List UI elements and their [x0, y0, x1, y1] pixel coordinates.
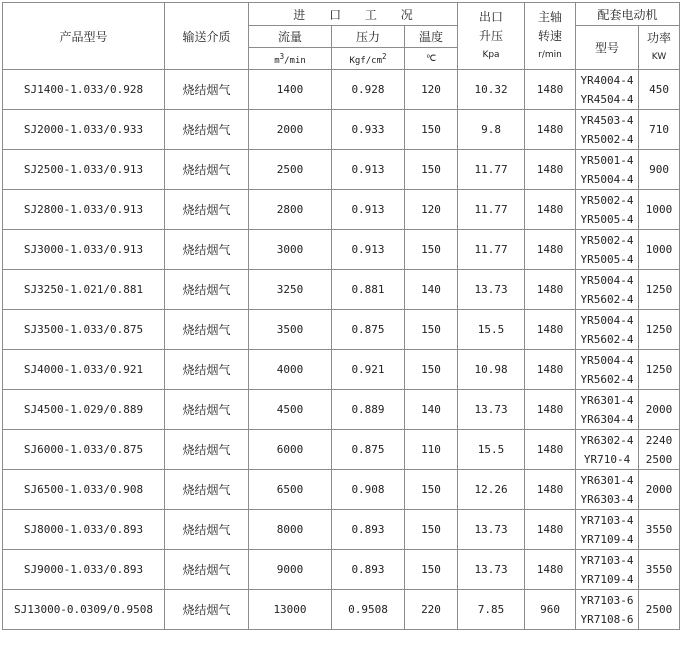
header-power-line1: 功率 — [647, 30, 672, 45]
cell-model: SJ2800-1.033/0.913 — [3, 190, 165, 230]
cell-motor-model — [576, 550, 639, 590]
cell-medium: 烧结烟气 — [165, 270, 249, 310]
cell-flow: 6500 — [249, 470, 332, 510]
cell-motor-model-2: YR5602-4 — [580, 332, 634, 346]
cell-model: SJ3250-1.021/0.881 — [3, 270, 165, 310]
cell-power-1: 2000 — [645, 483, 673, 496]
cell-medium: 烧结烟气 — [165, 590, 249, 630]
cell-power — [639, 70, 680, 110]
cell-model: SJ2500-1.033/0.913 — [3, 150, 165, 190]
cell-medium: 烧结烟气 — [165, 510, 249, 550]
cell-motor-model-2: YR4504-4 — [580, 92, 634, 106]
cell-temperature: 150 — [405, 350, 458, 390]
header-motor-model: 型号 — [576, 26, 639, 70]
cell-motor-model-2: YR7108-6 — [580, 612, 634, 626]
cell-power-1: 3550 — [645, 523, 673, 536]
cell-motor-model-1: YR4004-4 — [580, 73, 634, 87]
cell-motor-model-1: YR5004-4 — [580, 273, 634, 287]
cell-power-1: 2500 — [645, 603, 673, 616]
cell-power — [639, 110, 680, 150]
cell-model: SJ2000-1.033/0.933 — [3, 110, 165, 150]
cell-pressure: 0.875 — [332, 310, 405, 350]
spec-table-wrapper — [2, 2, 680, 630]
cell-shaft-speed: 1480 — [525, 190, 576, 230]
cell-pressure: 0.908 — [332, 470, 405, 510]
cell-outlet-pressure: 11.77 — [458, 150, 525, 190]
cell-motor-model — [576, 430, 639, 470]
cell-power-1: 710 — [649, 123, 669, 136]
cell-outlet-pressure: 7.85 — [458, 590, 525, 630]
header-outlet-line1: 出口 — [479, 9, 504, 24]
header-flow: 流量 — [249, 26, 332, 48]
cell-power — [639, 430, 680, 470]
cell-temperature: 120 — [405, 190, 458, 230]
cell-medium: 烧结烟气 — [165, 190, 249, 230]
cell-flow: 3250 — [249, 270, 332, 310]
cell-flow: 2500 — [249, 150, 332, 190]
cell-power — [639, 590, 680, 630]
table-row — [3, 390, 680, 430]
cell-motor-model-1: YR6301-4 — [580, 393, 634, 407]
cell-pressure: 0.889 — [332, 390, 405, 430]
header-shaft — [525, 3, 576, 70]
cell-motor-model-1: YR7103-4 — [580, 513, 634, 527]
pressure-unit-pre: Kgf/cm — [349, 55, 382, 66]
table-row — [3, 350, 680, 390]
table-row — [3, 110, 680, 150]
cell-motor-model-1: YR5001-4 — [580, 153, 634, 167]
cell-power-1: 1000 — [645, 203, 673, 216]
header-pressure: 压力 — [332, 26, 405, 48]
cell-motor-model-1: YR4503-4 — [580, 113, 634, 127]
cell-medium: 烧结烟气 — [165, 350, 249, 390]
cell-power — [639, 470, 680, 510]
table-row — [3, 510, 680, 550]
cell-pressure: 0.928 — [332, 70, 405, 110]
cell-outlet-pressure: 11.77 — [458, 230, 525, 270]
cell-motor-model-1: YR5002-4 — [580, 193, 634, 207]
table-row — [3, 470, 680, 510]
cell-motor-model-2: YR5005-4 — [580, 212, 634, 226]
cell-flow: 4000 — [249, 350, 332, 390]
header-power-unit: KW — [651, 51, 667, 62]
table-row — [3, 190, 680, 230]
cell-shaft-speed: 1480 — [525, 510, 576, 550]
header-inlet-text: 进 口 工 况 — [293, 7, 423, 22]
cell-temperature: 140 — [405, 390, 458, 430]
cell-shaft-speed: 1480 — [525, 230, 576, 270]
cell-pressure: 0.913 — [332, 150, 405, 190]
header-shaft-line1: 主轴 — [538, 9, 563, 24]
cell-motor-model-1: YR7103-4 — [580, 553, 634, 567]
cell-motor-model-1: YR5004-4 — [580, 353, 634, 367]
cell-temperature: 140 — [405, 270, 458, 310]
cell-medium: 烧结烟气 — [165, 310, 249, 350]
cell-motor-model-2: YR5602-4 — [580, 372, 634, 386]
table-row — [3, 550, 680, 590]
cell-flow: 2000 — [249, 110, 332, 150]
cell-motor-model-2: YR5002-4 — [580, 132, 634, 146]
cell-outlet-pressure: 9.8 — [458, 110, 525, 150]
cell-motor-model — [576, 590, 639, 630]
cell-motor-model — [576, 230, 639, 270]
cell-flow: 6000 — [249, 430, 332, 470]
cell-power — [639, 270, 680, 310]
cell-temperature: 150 — [405, 230, 458, 270]
table-row — [3, 270, 680, 310]
cell-temperature: 150 — [405, 310, 458, 350]
cell-pressure: 0.913 — [332, 190, 405, 230]
cell-model: SJ4000-1.033/0.921 — [3, 350, 165, 390]
cell-medium: 烧结烟气 — [165, 430, 249, 470]
cell-motor-model-1: YR6302-4 — [580, 433, 634, 447]
header-inlet — [249, 3, 458, 26]
cell-model: SJ8000-1.033/0.893 — [3, 510, 165, 550]
cell-power — [639, 190, 680, 230]
cell-motor-model — [576, 110, 639, 150]
cell-power — [639, 390, 680, 430]
cell-model: SJ3500-1.033/0.875 — [3, 310, 165, 350]
cell-power-1: 1250 — [645, 323, 673, 336]
header-outlet-unit: Kpa — [482, 49, 500, 60]
fan-spec-table — [2, 2, 680, 630]
cell-motor-model-2: YR6304-4 — [580, 412, 634, 426]
cell-outlet-pressure: 11.77 — [458, 190, 525, 230]
cell-model: SJ3000-1.033/0.913 — [3, 230, 165, 270]
cell-motor-model — [576, 150, 639, 190]
cell-motor-model-1: YR5004-4 — [580, 313, 634, 327]
cell-pressure: 0.9508 — [332, 590, 405, 630]
cell-temperature: 150 — [405, 470, 458, 510]
cell-model: SJ4500-1.029/0.889 — [3, 390, 165, 430]
header-motor: 配套电动机 — [576, 3, 680, 26]
cell-outlet-pressure: 15.5 — [458, 310, 525, 350]
cell-motor-model — [576, 310, 639, 350]
cell-power-1: 1250 — [645, 283, 673, 296]
cell-model: SJ13000-0.0309/0.9508 — [3, 590, 165, 630]
cell-motor-model-1: YR7103-6 — [580, 593, 634, 607]
cell-motor-model — [576, 350, 639, 390]
cell-flow: 8000 — [249, 510, 332, 550]
cell-power-1: 1250 — [645, 363, 673, 376]
cell-shaft-speed: 1480 — [525, 390, 576, 430]
cell-outlet-pressure: 13.73 — [458, 550, 525, 590]
cell-power — [639, 230, 680, 270]
cell-power-2: 2500 — [645, 452, 673, 466]
cell-temperature: 220 — [405, 590, 458, 630]
flow-unit-sup: 3 — [279, 51, 285, 61]
cell-pressure: 0.893 — [332, 550, 405, 590]
cell-shaft-speed: 1480 — [525, 270, 576, 310]
flow-unit-pre: m — [274, 55, 280, 66]
cell-medium: 烧结烟气 — [165, 470, 249, 510]
pressure-unit-sup: 2 — [382, 51, 387, 61]
cell-outlet-pressure: 15.5 — [458, 430, 525, 470]
cell-motor-model-2: YR7109-4 — [580, 572, 634, 586]
cell-power — [639, 510, 680, 550]
cell-flow: 3500 — [249, 310, 332, 350]
cell-power-1: 2240 — [645, 433, 673, 447]
flow-unit-post: /min — [284, 55, 306, 66]
cell-motor-model-2: YR710-4 — [583, 452, 631, 466]
header-row-1 — [3, 3, 680, 26]
cell-motor-model-2: YR6303-4 — [580, 492, 634, 506]
cell-shaft-speed: 1480 — [525, 310, 576, 350]
cell-motor-model — [576, 270, 639, 310]
cell-temperature: 150 — [405, 510, 458, 550]
cell-motor-model-2: YR5602-4 — [580, 292, 634, 306]
cell-outlet-pressure: 13.73 — [458, 510, 525, 550]
cell-power-1: 900 — [649, 163, 669, 176]
header-temperature: 温度 — [405, 26, 458, 48]
table-row — [3, 590, 680, 630]
cell-temperature: 150 — [405, 550, 458, 590]
cell-motor-model-2: YR7109-4 — [580, 532, 634, 546]
table-row — [3, 310, 680, 350]
cell-model: SJ6500-1.033/0.908 — [3, 470, 165, 510]
cell-pressure: 0.921 — [332, 350, 405, 390]
cell-motor-model-1: YR5002-4 — [580, 233, 634, 247]
cell-shaft-speed: 1480 — [525, 550, 576, 590]
table-body — [3, 70, 680, 630]
cell-power — [639, 350, 680, 390]
cell-power-1: 2000 — [645, 403, 673, 416]
cell-temperature: 110 — [405, 430, 458, 470]
header-shaft-unit: r/min — [538, 49, 562, 60]
cell-pressure: 0.893 — [332, 510, 405, 550]
cell-medium: 烧结烟气 — [165, 70, 249, 110]
cell-shaft-speed: 1480 — [525, 350, 576, 390]
cell-power — [639, 550, 680, 590]
header-outlet — [458, 3, 525, 70]
cell-motor-model — [576, 510, 639, 550]
cell-flow: 13000 — [249, 590, 332, 630]
cell-outlet-pressure: 13.73 — [458, 270, 525, 310]
cell-pressure: 0.875 — [332, 430, 405, 470]
cell-model: SJ6000-1.033/0.875 — [3, 430, 165, 470]
cell-medium: 烧结烟气 — [165, 150, 249, 190]
cell-motor-model-1: YR6301-4 — [580, 473, 634, 487]
table-row — [3, 430, 680, 470]
cell-shaft-speed: 1480 — [525, 430, 576, 470]
header-medium: 输送介质 — [165, 3, 249, 70]
cell-outlet-pressure: 10.98 — [458, 350, 525, 390]
header-power — [639, 26, 680, 70]
cell-motor-model — [576, 190, 639, 230]
cell-flow: 2800 — [249, 190, 332, 230]
cell-motor-model-2: YR5004-4 — [580, 172, 634, 186]
cell-pressure: 0.933 — [332, 110, 405, 150]
cell-motor-model-2: YR5005-4 — [580, 252, 634, 266]
cell-outlet-pressure: 13.73 — [458, 390, 525, 430]
cell-flow: 3000 — [249, 230, 332, 270]
cell-medium: 烧结烟气 — [165, 550, 249, 590]
header-outlet-line2: 升压 — [479, 28, 504, 43]
table-row — [3, 70, 680, 110]
cell-power — [639, 150, 680, 190]
cell-power-1: 3550 — [645, 563, 673, 576]
cell-shaft-speed: 1480 — [525, 110, 576, 150]
cell-power-1: 450 — [649, 83, 669, 96]
cell-model: SJ1400-1.033/0.928 — [3, 70, 165, 110]
cell-shaft-speed: 1480 — [525, 150, 576, 190]
cell-model: SJ9000-1.033/0.893 — [3, 550, 165, 590]
cell-temperature: 150 — [405, 110, 458, 150]
header-model: 产品型号 — [3, 3, 165, 70]
cell-shaft-speed: 960 — [525, 590, 576, 630]
cell-medium: 烧结烟气 — [165, 390, 249, 430]
cell-temperature: 150 — [405, 150, 458, 190]
cell-shaft-speed: 1480 — [525, 470, 576, 510]
table-row — [3, 150, 680, 190]
cell-flow: 9000 — [249, 550, 332, 590]
cell-flow: 4500 — [249, 390, 332, 430]
header-flow-unit — [249, 48, 332, 70]
cell-pressure: 0.913 — [332, 230, 405, 270]
cell-power-1: 1000 — [645, 243, 673, 256]
cell-shaft-speed: 1480 — [525, 70, 576, 110]
cell-motor-model — [576, 70, 639, 110]
header-pressure-unit — [332, 48, 405, 70]
cell-motor-model — [576, 470, 639, 510]
cell-temperature: 120 — [405, 70, 458, 110]
cell-medium: 烧结烟气 — [165, 110, 249, 150]
header-shaft-line2: 转速 — [538, 28, 563, 43]
cell-flow: 1400 — [249, 70, 332, 110]
header-temp-unit: ℃ — [405, 48, 458, 70]
cell-pressure: 0.881 — [332, 270, 405, 310]
cell-power — [639, 310, 680, 350]
cell-outlet-pressure: 12.26 — [458, 470, 525, 510]
table-row — [3, 230, 680, 270]
cell-medium: 烧结烟气 — [165, 230, 249, 270]
cell-motor-model — [576, 390, 639, 430]
cell-outlet-pressure: 10.32 — [458, 70, 525, 110]
